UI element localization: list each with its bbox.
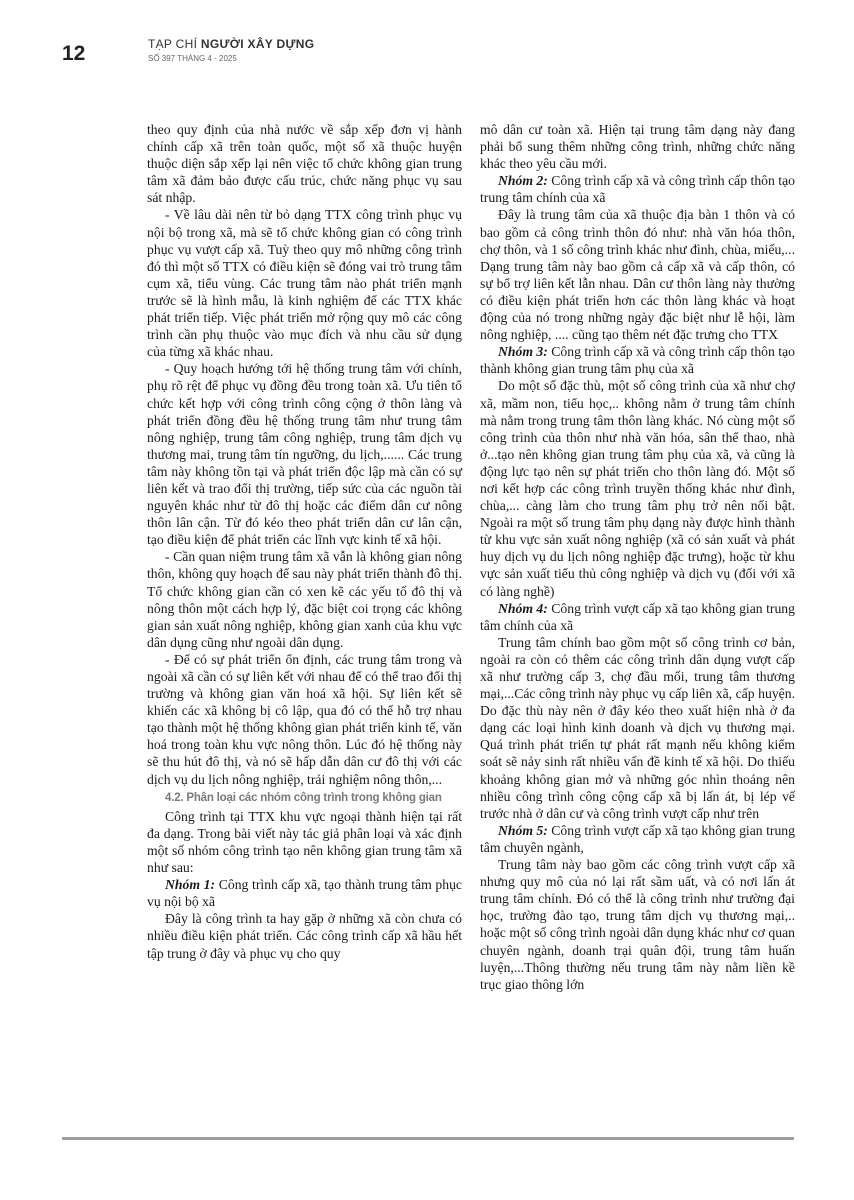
- paragraph: Do một số đặc thù, một số công trình của xã như chợ xã, mầm non, tiểu học,.. không nằm ở trung tâm chính mà nằm trong trung tâm thôn làng khác. Nó cùng một số công trình của thôn như nhà văn hóa, sân thể thao, nhà ở...tạo nên không gian trung tâm phụ của xã, và cũng là động lực tạo nên sự phát triển cho thôn làng đó. Một số nơi kết hợp các công trình truyền thống khác như đình, chùa,... càng làm cho trung tâm phụ trở nên nổi bật. Ngoài ra một số trung tâm phụ dạng này được hình thành từ khu vực sản xuất nông nghiệp (xã có sản xuất và phát huy dịch vụ du lịch nông nghiệp đặc trưng), hoặc từ khu vực sản xuất tiểu thủ công nghiệp và dịch vụ (đối với xã có làng nghề): [480, 378, 795, 599]
- paragraph: Trung tâm này bao gồm các công trình vượt cấp xã nhưng quy mô của nó lại rất sầm uất, và có nơi lấn át trung tâm chính. Đó có thể là công trình như trường đại học, trường đào tạo, trung tâm dịch vụ thương mại,.. hoặc một số công trình ngoài dân dụng khác như cơ quan chuyên ngành, doanh trại quân đội, trung tâm huấn luyện,...Thông thường nếu trung tâm này nằm liền kề trục giao thông lớn: [480, 857, 795, 992]
- paragraph: Đây là công trình ta hay gặp ở những xã còn chưa có nhiều điều kiện phát triển. Các công trình cấp xã hầu hết tập trung ở đây và phục vụ cho quy: [147, 911, 462, 961]
- journal-prefix: TẠP CHÍ: [148, 37, 201, 51]
- paragraph: - Quy hoạch hướng tới hệ thống trung tâm với chính, phụ rõ rệt để phục vụ đồng đều trong toàn xã. Ưu tiên tổ chức kết hợp với công trình công cộng ở thôn làng và phát triển đồng đều hệ thống trung tâm như trung tâm nông nghiệp, trung tâm công nghiệp, trung tâm dịch vụ thương mai, trung tâm tín ngưỡng, du lịch,...... Các trung tâm này không tồn tại và phát triển độc lập mà cần có sự liên kết và trao đổi thị trường, tiếp sức của các nguồn tài nguyên khác như từ đô thị hoặc các điểm dân cư nông thôn lân cận. Từ đó kéo theo phát triển dân cư lân cận, tạo điều kiện để phát triển các lĩnh vực kinh tế xã hội.: [147, 361, 462, 548]
- paragraph: Trung tâm chính bao gồm một số công trình cơ bản, ngoài ra còn có thêm các công trình dân dụng vượt cấp xã như trường cấp 3, chợ đầu mối, trung tâm thương mại,...Các công trình này phục vụ cấp liên xã, cấp huyện. Do đặc thù này nên ở đây kéo theo xuất hiện nhà ở đa dạng các loại hình kinh doanh và dịch vụ thương mại. Quá trình phát triển tự phát rất mạnh nếu không kiểm soát sẽ nảy sinh rất nhiều vấn đề kinh tế xã hội. Do thiếu khoảng không gian mở và những góc nhìn thoáng nên nhiều công trình công cộng cấp xã bị lấn át, bị lép vế trước nhà ở dân cư và công trình vượt cấp như trên: [480, 634, 795, 821]
- journal-name: NGƯỜI XÂY DỰNG: [200, 37, 315, 51]
- paragraph: - Cần quan niệm trung tâm xã vẫn là không gian nông thôn, không quy hoạch để sau này phát triển thành đô thị. Tổ chức không gian cần có xen kẽ các yếu tố đô thị và nông thôn một cách hợp lý, đặc biệt coi trọng các không gian sản xuất nông nghiệp, không gian xanh của khu vực dân dụng cũng như ngoài dân dụng.: [147, 549, 462, 650]
- footer-rule: [62, 1137, 794, 1140]
- group-title: Công trình cấp xã và công trình cấp thôn tạo trung tâm chính của xã: [480, 173, 795, 206]
- group-heading: [480, 172, 795, 206]
- page-number: 12: [62, 42, 86, 65]
- group-title: Công trình cấp xã và công trình cấp thôn tạo thành không gian trung tâm phụ của xã: [480, 344, 795, 377]
- group-title: Công trình vượt cấp xã tạo không gian trung tâm chính của xã: [480, 600, 795, 633]
- paragraph: Đây là trung tâm của xã thuộc địa bàn 1 thôn và có bao gồm cả công trình thôn đó như: nhà văn hóa thôn, chợ thôn, và 1 số công trình khác như đình, chùa, miếu,... Dạng trung tâm này bao gồm cả cấp xã và cấp thôn, có sự bổ trợ liên kết lẫn nhau. Dân cư thôn làng này thường có điều kiện phát triển hơn các thôn làng khác và hoạt động của nó trong những ngày đặc biệt như lễ hội, làm nông nghiệp, .... cũng tạo thêm nét đặc trưng cho TTX: [480, 207, 795, 343]
- group-label: Nhóm 2:: [498, 173, 548, 189]
- group-label: Nhóm 3:: [498, 344, 548, 360]
- paragraph: - Để có sự phát triển ổn định, các trung tâm trong và ngoài xã cần có sự liên kết với nhau để có thể trao đổi thị trường và không gian văn hoá xã hội. Sự liên kết sẽ khiến các xã không bị cô lập, qua đó có thể hỗ trợ nhau tạo thành một hệ thống không gian phát triển kinh tế, văn hoá trong toàn khu vực nông thôn. Lúc đó hệ thống này sẽ thu hút đô thị, và nó sẽ hấp dẫn dân cư đô thị với các dịch vụ du lịch nông nghiệp, trải nghiệm nông thôn,...: [147, 651, 462, 787]
- journal-title: [148, 37, 314, 51]
- paragraph: theo quy định của nhà nước về sắp xếp đơn vị hành chính cấp xã trên toàn quốc, một số xã thuộc huyện thuộc diện sắp xếp lại nên việc tổ chức không gian trung tâm xã đảm bảo được cấu trúc, chức năng phục vụ sau sát nhập.: [147, 122, 462, 206]
- paragraph: mô dân cư toàn xã. Hiện tại trung tâm dạng này đang phải bổ sung thêm những công trình, những chức năng khác theo yêu cầu mới.: [480, 122, 795, 172]
- group-heading: [480, 600, 795, 634]
- section-heading: 4.2. Phân loại các nhóm công trình trong không gian: [165, 791, 442, 804]
- group-heading: [147, 876, 462, 910]
- journal-masthead: [148, 37, 314, 63]
- group-heading: [480, 343, 795, 377]
- group-title: Công trình vượt cấp xã tạo không gian trung tâm chuyên ngành,: [480, 822, 795, 855]
- right-column: [480, 121, 795, 993]
- left-column: [147, 121, 462, 962]
- group-label: Nhóm 5:: [498, 822, 548, 838]
- issue-info: SỐ 397 THÁNG 4 - 2025: [148, 54, 237, 63]
- paragraph: Công trình tại TTX khu vực ngoại thành hiện tại rất đa dạng. Trong bài viết này tác giả phân loại và xác định một số nhóm công trình tạo nên không gian trung tâm xã như sau:: [147, 808, 462, 876]
- group-label: Nhóm 1:: [165, 877, 216, 893]
- group-title: Công trình cấp xã, tạo thành trung tâm phục vụ nội bộ xã: [147, 877, 462, 910]
- paragraph: - Về lâu dài nên từ bỏ dạng TTX công trình phục vụ nội bộ trong xã, mà sẽ tổ chức không gian có công trình phục vụ vượt cấp xã. Tuỳ theo quy mô những công trình đó thì một số TTX có điều kiện sẽ đóng vai trò trung tâm cụm xã, tiểu vùng. Các trung tâm nào phát triển mạnh trước sẽ là hình mẫu, là kinh nghiệm để các TTX khác phát triển tiếp. Việc phát triển mở rộng quy mô các công trình cần phụ thuộc vào mục đích và nhu cầu sử dụng của từng xã khác nhau.: [147, 207, 462, 360]
- group-heading: [480, 822, 795, 856]
- group-label: Nhóm 4:: [498, 600, 548, 616]
